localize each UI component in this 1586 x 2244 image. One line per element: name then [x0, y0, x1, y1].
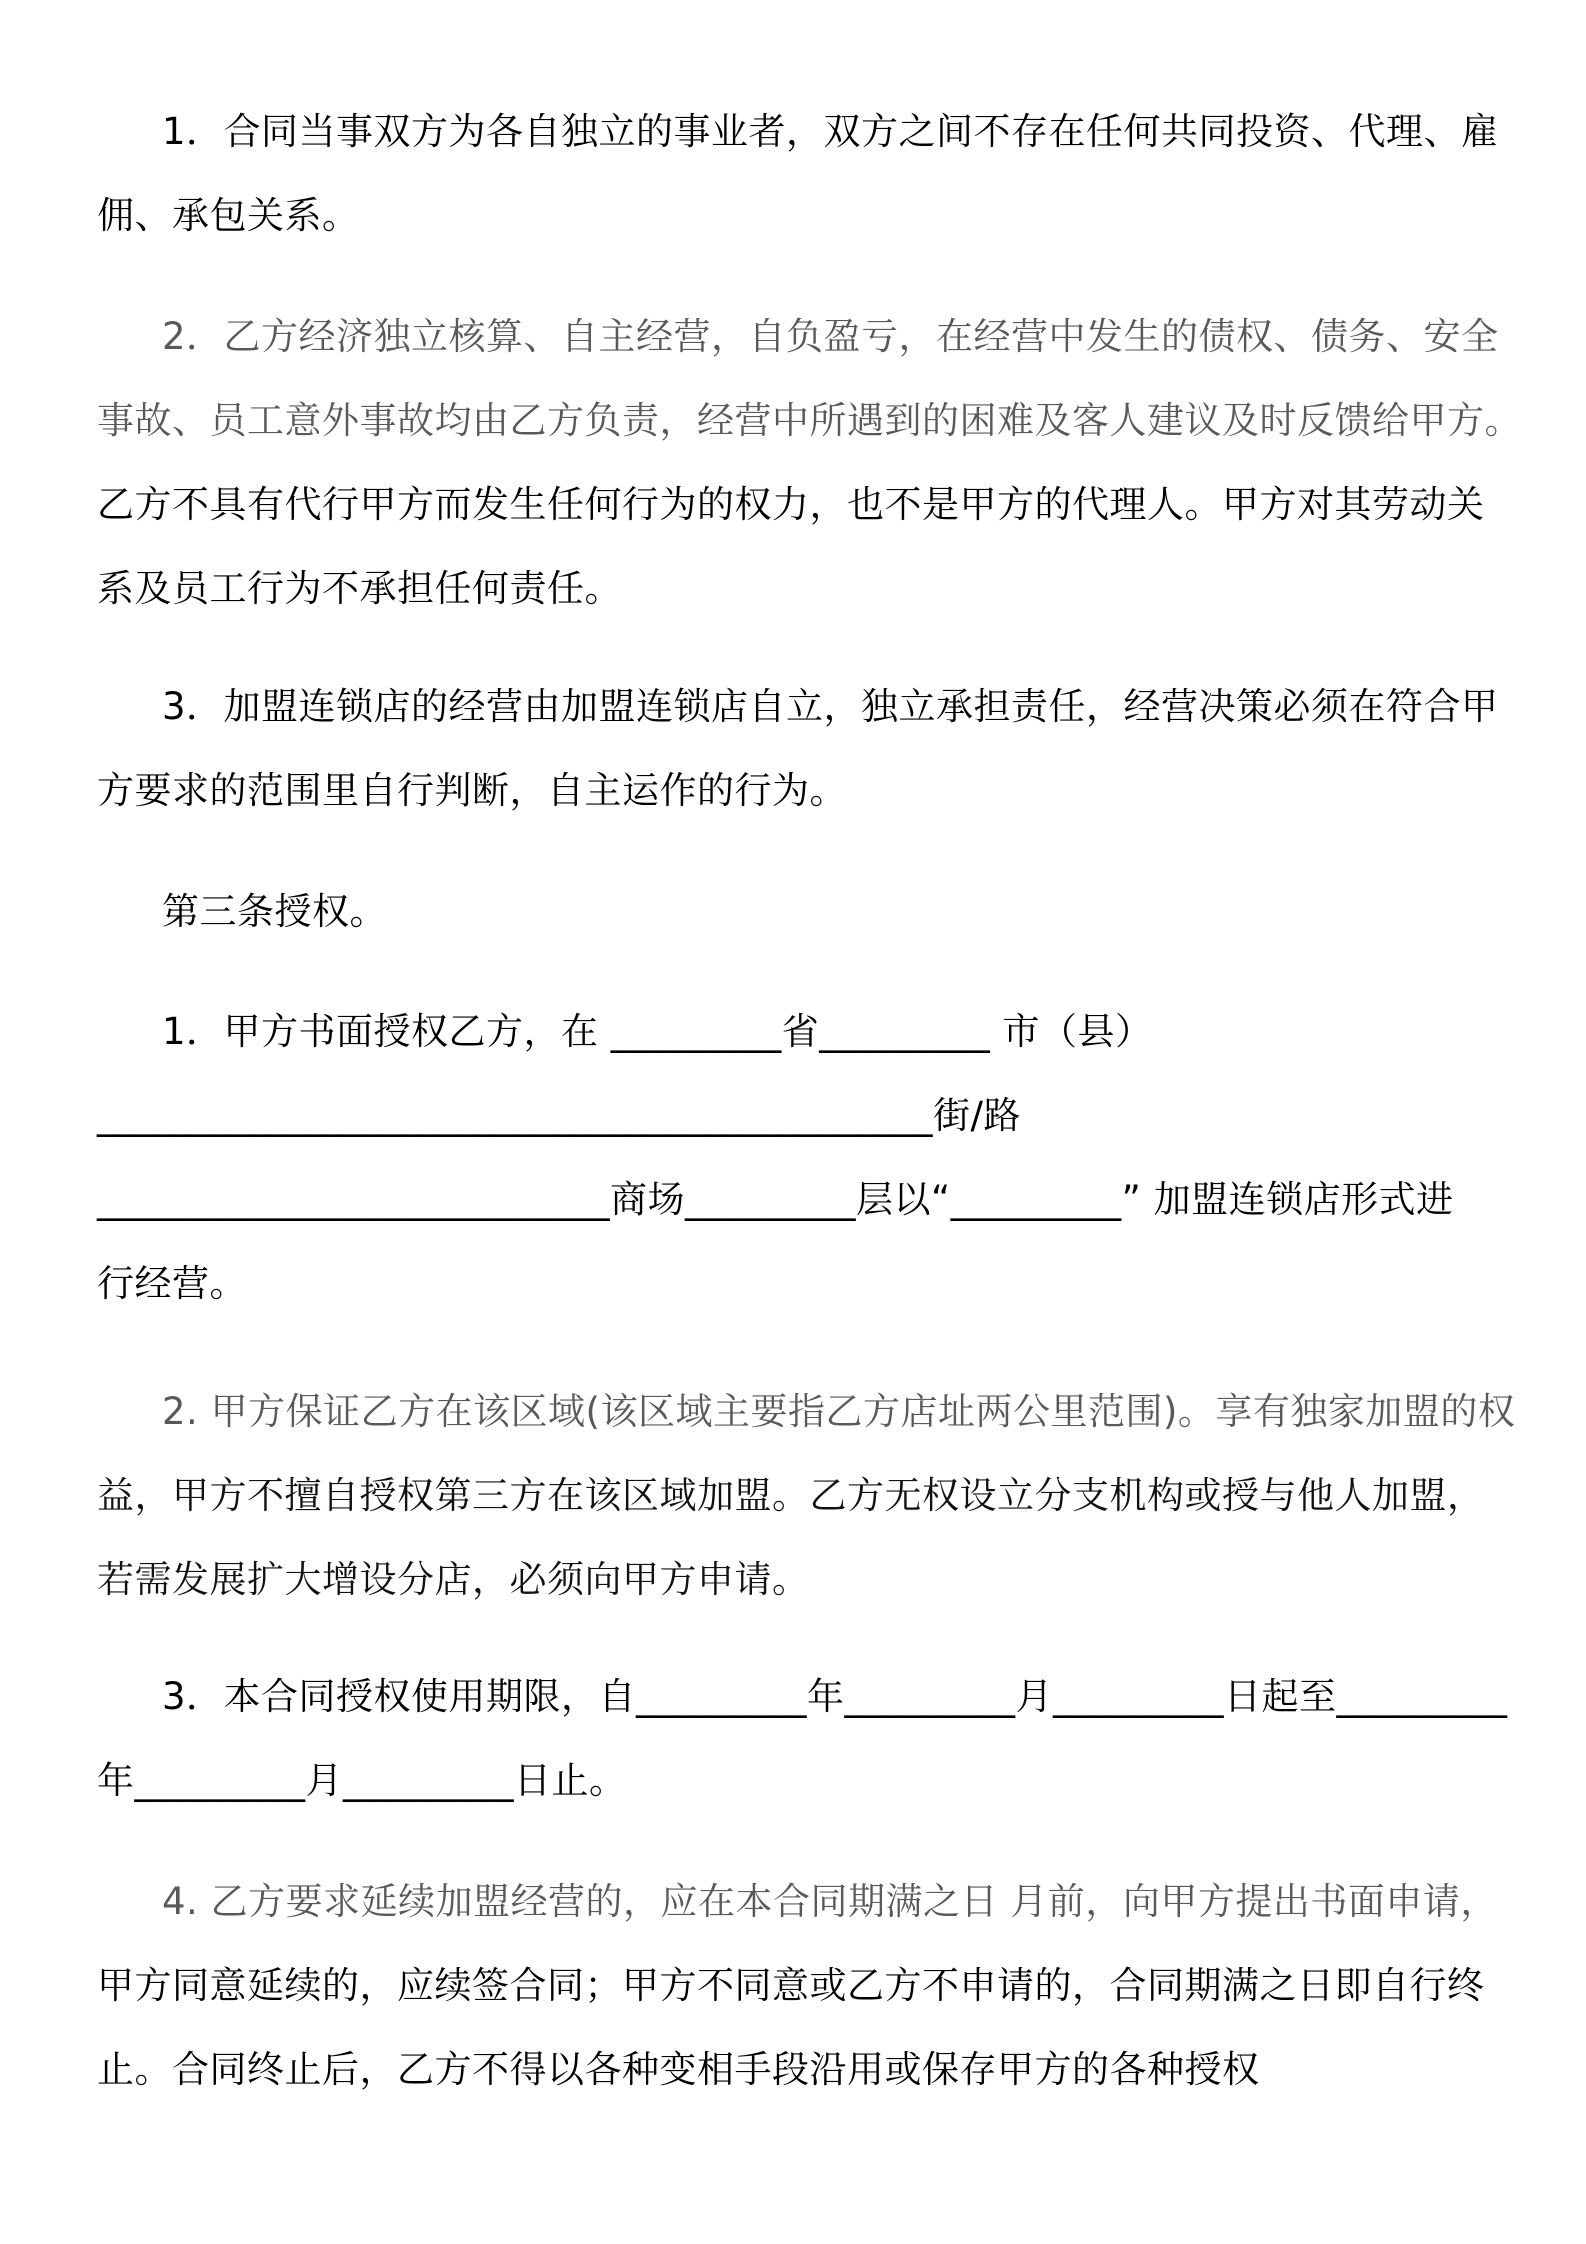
- clause-2-line-3: 乙方不具有代行甲方而发生任何行为的权力，也不是甲方的代理人。甲方对其劳动关: [97, 483, 1485, 526]
- clause-2-line-1: 2．乙方经济独立核算、自主经营，自负盈亏，在经营中发生的债权、债务、安全: [162, 315, 1499, 358]
- authorization-1-line-3: ___________________________商场_________层以“_________” 加盟连锁店形式进: [97, 1178, 1454, 1221]
- clause-2-line-4: 系及员工行为不承担任何责任。: [97, 567, 622, 610]
- clause-1: [97, 90, 1497, 258]
- clause-1-line-2: 佣、承包关系。: [97, 194, 360, 237]
- authorization-3-line-1: 3．本合同授权使用期限，自_________年_________月_________日起至_________: [162, 1675, 1508, 1718]
- authorization-2-line-3: 若需发展扩大增设分店，必须向甲方申请。: [97, 1558, 810, 1601]
- authorization-4: [97, 1860, 1497, 2112]
- article-3-heading-block: [97, 870, 1497, 954]
- authorization-4-line-1: 4. 乙方要求延续加盟经营的，应在本合同期满之日 月前，向甲方提出书面申请，: [162, 1880, 1498, 1923]
- clause-3-line-1: 3．加盟连锁店的经营由加盟连锁店自立，独立承担责任，经营决策必须在符合甲: [162, 685, 1499, 728]
- authorization-4-line-3: 止。合同终止后，乙方不得以各种变相手段沿用或保存甲方的各种授权: [97, 2048, 1260, 2091]
- authorization-3: [97, 1655, 1508, 1823]
- clause-1-line-1: 1．合同当事双方为各自独立的事业者，双方之间不存在任何共同投资、代理、雇: [162, 110, 1499, 153]
- clause-2-line-2: 事故、员工意外事故均由乙方负责，经营中所遇到的困难及客人建议及时反馈给甲方。: [97, 399, 1522, 442]
- authorization-1-line-1: 1．甲方书面授权乙方，在 _________省_________ 市（县）: [162, 1010, 1153, 1053]
- authorization-2: [97, 1370, 1516, 1622]
- authorization-1-line-2: ____________________________________________街/路: [97, 1094, 1021, 1137]
- authorization-3-line-2: 年_________月_________日止。: [97, 1759, 627, 1802]
- clause-2: [97, 295, 1522, 631]
- authorization-1-line-4: 行经营。: [97, 1262, 247, 1305]
- authorization-2-line-2: 益，甲方不擅自授权第三方在该区域加盟。乙方无权设立分支机构或授与他人加盟，: [97, 1474, 1485, 1517]
- clause-3-line-2: 方要求的范围里自行判断，自主运作的行为。: [97, 769, 847, 812]
- authorization-1: [97, 990, 1497, 1326]
- article-3-heading: 第三条授权。: [162, 890, 387, 933]
- authorization-2-line-1: 2. 甲方保证乙方在该区域(该区域主要指乙方店址两公里范围)。享有独家加盟的权: [162, 1390, 1516, 1433]
- clause-3: [97, 665, 1497, 833]
- authorization-4-line-2: 甲方同意延续的，应续签合同；甲方不同意或乙方不申请的，合同期满之日即自行终: [97, 1964, 1485, 2007]
